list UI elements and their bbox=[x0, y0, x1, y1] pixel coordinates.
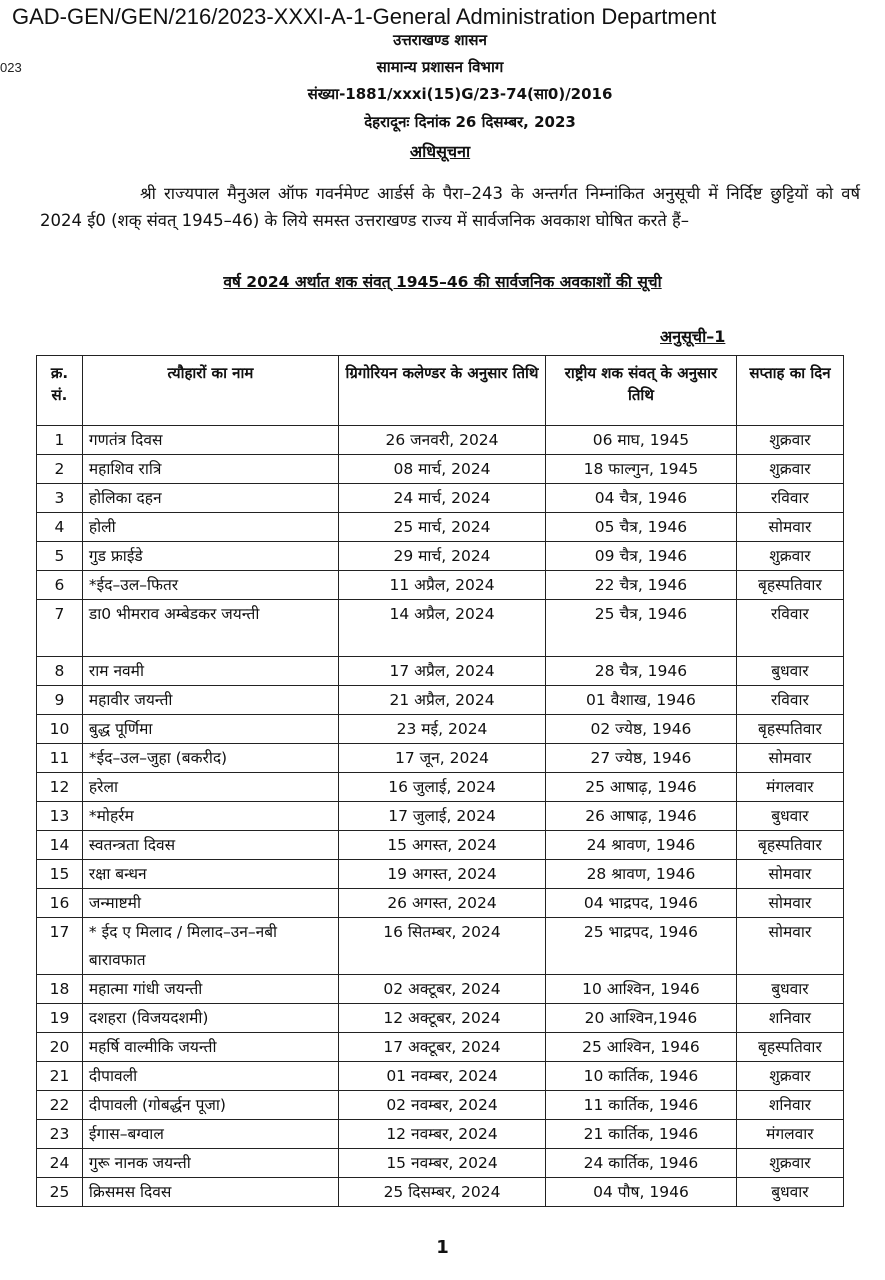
table-row bbox=[37, 1091, 844, 1120]
cell-weekday: रविवार bbox=[736, 686, 843, 715]
cell-shaka-date: 25 चैत्र, 1946 bbox=[546, 600, 737, 657]
cell-festival-name: बुद्ध पूर्णिमा bbox=[82, 715, 338, 744]
table-row bbox=[37, 542, 844, 571]
cell-serial-no: 25 bbox=[37, 1178, 83, 1207]
cell-gregorian-date: 25 मार्च, 2024 bbox=[338, 513, 545, 542]
cell-gregorian-date: 19 अगस्त, 2024 bbox=[338, 860, 545, 889]
cell-festival-name: *ईद–उल–फितर bbox=[82, 571, 338, 600]
cell-gregorian-date: 23 मई, 2024 bbox=[338, 715, 545, 744]
table-row bbox=[37, 744, 844, 773]
cell-serial-no: 21 bbox=[37, 1062, 83, 1091]
table-row bbox=[37, 1033, 844, 1062]
cell-festival-name: महाशिव रात्रि bbox=[82, 455, 338, 484]
cell-shaka-date: 04 चैत्र, 1946 bbox=[546, 484, 737, 513]
cell-serial-no: 15 bbox=[37, 860, 83, 889]
table-row bbox=[37, 513, 844, 542]
table-row bbox=[37, 426, 844, 455]
cell-festival-name: राम नवमी bbox=[82, 657, 338, 686]
cell-festival-name: दीपावली bbox=[82, 1062, 338, 1091]
cell-weekday: सोमवार bbox=[736, 513, 843, 542]
cell-gregorian-date: 02 अक्टूबर, 2024 bbox=[338, 975, 545, 1004]
cell-serial-no: 18 bbox=[37, 975, 83, 1004]
cell-serial-no: 20 bbox=[37, 1033, 83, 1062]
cell-festival-name: हरेला bbox=[82, 773, 338, 802]
cell-weekday: शुक्रवार bbox=[736, 455, 843, 484]
department-title: सामान्य प्रशासन विभाग bbox=[376, 58, 504, 76]
cell-festival-name: *मोहर्रम bbox=[82, 802, 338, 831]
cell-gregorian-date: 17 अप्रैल, 2024 bbox=[338, 657, 545, 686]
cell-weekday: बृहस्पतिवार bbox=[736, 571, 843, 600]
cell-festival-name: रक्षा बन्धन bbox=[82, 860, 338, 889]
place-date: देहरादूनः दिनांक 26 दिसम्बर, 2023 bbox=[364, 113, 576, 131]
cell-gregorian-date: 21 अप्रैल, 2024 bbox=[338, 686, 545, 715]
cell-gregorian-date: 24 मार्च, 2024 bbox=[338, 484, 545, 513]
cell-serial-no: 7 bbox=[37, 600, 83, 657]
cell-shaka-date: 28 चैत्र, 1946 bbox=[546, 657, 737, 686]
cell-serial-no: 24 bbox=[37, 1149, 83, 1178]
cell-weekday: शुक्रवार bbox=[736, 1062, 843, 1091]
cell-shaka-date: 18 फाल्गुन, 1945 bbox=[546, 455, 737, 484]
cell-shaka-date: 04 भाद्रपद, 1946 bbox=[546, 889, 737, 918]
notification-heading: अधिसूचना bbox=[409, 142, 471, 161]
table-row bbox=[37, 860, 844, 889]
edge-fragment-text: 023 bbox=[0, 60, 22, 75]
cell-serial-no: 19 bbox=[37, 1004, 83, 1033]
cell-shaka-date: 25 आश्विन, 1946 bbox=[546, 1033, 737, 1062]
table-row bbox=[37, 889, 844, 918]
cell-shaka-date: 27 ज्येष्ठ, 1946 bbox=[546, 744, 737, 773]
header-weekday: सप्ताह का दिन bbox=[736, 356, 843, 426]
cell-shaka-date: 24 श्रावण, 1946 bbox=[546, 831, 737, 860]
cell-festival-name: स्वतन्त्रता दिवस bbox=[82, 831, 338, 860]
cell-festival-name: होलिका दहन bbox=[82, 484, 338, 513]
header-shaka-date: राष्ट्रीय शक संवत् के अनुसार तिथि bbox=[546, 356, 737, 426]
cell-weekday: सोमवार bbox=[736, 889, 843, 918]
cell-weekday: सोमवार bbox=[736, 860, 843, 889]
cell-festival-name: डा0 भीमराव अम्बेडकर जयन्ती bbox=[82, 600, 338, 657]
cell-weekday: रविवार bbox=[736, 600, 843, 657]
table-row bbox=[37, 686, 844, 715]
cell-festival-name: *ईद–उल–जुहा (बकरीद) bbox=[82, 744, 338, 773]
holiday-table-body bbox=[37, 426, 844, 1207]
table-row bbox=[37, 918, 844, 975]
table-row bbox=[37, 773, 844, 802]
cell-gregorian-date: 01 नवम्बर, 2024 bbox=[338, 1062, 545, 1091]
cell-serial-no: 23 bbox=[37, 1120, 83, 1149]
header-gregorian-date: ग्रिगोरियन कलेण्डर के अनुसार तिथि bbox=[338, 356, 545, 426]
cell-serial-no: 5 bbox=[37, 542, 83, 571]
cell-gregorian-date: 26 अगस्त, 2024 bbox=[338, 889, 545, 918]
cell-festival-name: महात्मा गांधी जयन्ती bbox=[82, 975, 338, 1004]
cell-festival-name: होली bbox=[82, 513, 338, 542]
cell-shaka-date: 10 आश्विन, 1946 bbox=[546, 975, 737, 1004]
cell-shaka-date: 22 चैत्र, 1946 bbox=[546, 571, 737, 600]
cell-weekday: बुधवार bbox=[736, 975, 843, 1004]
cell-festival-name: गुड फ्राईडे bbox=[82, 542, 338, 571]
table-row bbox=[37, 600, 844, 657]
table-row bbox=[37, 1149, 844, 1178]
table-row bbox=[37, 571, 844, 600]
cell-gregorian-date: 16 सितम्बर, 2024 bbox=[338, 918, 545, 975]
document-reference: GAD-GEN/GEN/216/2023-XXXI-A-1-General Administration Department bbox=[12, 4, 717, 29]
cell-serial-no: 6 bbox=[37, 571, 83, 600]
cell-shaka-date: 05 चैत्र, 1946 bbox=[546, 513, 737, 542]
cell-weekday: बुधवार bbox=[736, 802, 843, 831]
cell-serial-no: 9 bbox=[37, 686, 83, 715]
cell-shaka-date: 25 आषाढ़, 1946 bbox=[546, 773, 737, 802]
cell-gregorian-date: 08 मार्च, 2024 bbox=[338, 455, 545, 484]
table-header-row bbox=[37, 356, 844, 426]
cell-shaka-date: 06 माघ, 1945 bbox=[546, 426, 737, 455]
table-row bbox=[37, 831, 844, 860]
cell-serial-no: 17 bbox=[37, 918, 83, 975]
cell-weekday: बृहस्पतिवार bbox=[736, 831, 843, 860]
cell-gregorian-date: 17 जुलाई, 2024 bbox=[338, 802, 545, 831]
cell-serial-no: 8 bbox=[37, 657, 83, 686]
cell-weekday: बुधवार bbox=[736, 1178, 843, 1207]
cell-weekday: सोमवार bbox=[736, 744, 843, 773]
table-row bbox=[37, 484, 844, 513]
cell-shaka-date: 11 कार्तिक, 1946 bbox=[546, 1091, 737, 1120]
cell-weekday: शुक्रवार bbox=[736, 1149, 843, 1178]
cell-gregorian-date: 15 नवम्बर, 2024 bbox=[338, 1149, 545, 1178]
cell-serial-no: 2 bbox=[37, 455, 83, 484]
cell-weekday: शुक्रवार bbox=[736, 426, 843, 455]
cell-shaka-date: 02 ज्येष्ठ, 1946 bbox=[546, 715, 737, 744]
cell-gregorian-date: 12 नवम्बर, 2024 bbox=[338, 1120, 545, 1149]
cell-festival-name: महर्षि वाल्मीकि जयन्ती bbox=[82, 1033, 338, 1062]
cell-gregorian-date: 25 दिसम्बर, 2024 bbox=[338, 1178, 545, 1207]
table-row bbox=[37, 1062, 844, 1091]
cell-serial-no: 16 bbox=[37, 889, 83, 918]
cell-festival-name: ईगास–बग्वाल bbox=[82, 1120, 338, 1149]
cell-shaka-date: 24 कार्तिक, 1946 bbox=[546, 1149, 737, 1178]
cell-serial-no: 1 bbox=[37, 426, 83, 455]
cell-gregorian-date: 26 जनवरी, 2024 bbox=[338, 426, 545, 455]
notification-number: संख्या-1881/xxxi(15)G/23-74(सा0)/2016 bbox=[307, 85, 613, 103]
cell-weekday: शनिवार bbox=[736, 1004, 843, 1033]
cell-shaka-date: 04 पौष, 1946 bbox=[546, 1178, 737, 1207]
cell-serial-no: 11 bbox=[37, 744, 83, 773]
table-row bbox=[37, 1120, 844, 1149]
cell-shaka-date: 21 कार्तिक, 1946 bbox=[546, 1120, 737, 1149]
cell-festival-name: गुरू नानक जयन्ती bbox=[82, 1149, 338, 1178]
cell-gregorian-date: 17 अक्टूबर, 2024 bbox=[338, 1033, 545, 1062]
cell-serial-no: 3 bbox=[37, 484, 83, 513]
table-row bbox=[37, 455, 844, 484]
cell-weekday: शुक्रवार bbox=[736, 542, 843, 571]
cell-weekday: मंगलवार bbox=[736, 1120, 843, 1149]
header-serial-no: क्र. सं. bbox=[37, 356, 83, 426]
cell-serial-no: 13 bbox=[37, 802, 83, 831]
cell-shaka-date: 09 चैत्र, 1946 bbox=[546, 542, 737, 571]
cell-gregorian-date: 14 अप्रैल, 2024 bbox=[338, 600, 545, 657]
cell-weekday: सोमवार bbox=[736, 918, 843, 975]
cell-serial-no: 22 bbox=[37, 1091, 83, 1120]
cell-shaka-date: 26 आषाढ़, 1946 bbox=[546, 802, 737, 831]
schedule-label: अनुसूची–1 bbox=[660, 327, 726, 346]
cell-weekday: मंगलवार bbox=[736, 773, 843, 802]
page-number: 1 bbox=[436, 1237, 449, 1258]
cell-serial-no: 4 bbox=[37, 513, 83, 542]
cell-serial-no: 10 bbox=[37, 715, 83, 744]
cell-serial-no: 12 bbox=[37, 773, 83, 802]
table-row bbox=[37, 975, 844, 1004]
cell-gregorian-date: 17 जून, 2024 bbox=[338, 744, 545, 773]
cell-weekday: बुधवार bbox=[736, 657, 843, 686]
cell-shaka-date: 25 भाद्रपद, 1946 bbox=[546, 918, 737, 975]
cell-gregorian-date: 11 अप्रैल, 2024 bbox=[338, 571, 545, 600]
table-row bbox=[37, 802, 844, 831]
cell-festival-name: जन्माष्टमी bbox=[82, 889, 338, 918]
header-festival-name: त्यौहारों का नाम bbox=[82, 356, 338, 426]
table-row bbox=[37, 1004, 844, 1033]
cell-gregorian-date: 16 जुलाई, 2024 bbox=[338, 773, 545, 802]
cell-gregorian-date: 29 मार्च, 2024 bbox=[338, 542, 545, 571]
cell-weekday: शनिवार bbox=[736, 1091, 843, 1120]
cell-festival-name: गणतंत्र दिवस bbox=[82, 426, 338, 455]
table-row bbox=[37, 657, 844, 686]
cell-shaka-date: 01 वैशाख, 1946 bbox=[546, 686, 737, 715]
cell-gregorian-date: 15 अगस्त, 2024 bbox=[338, 831, 545, 860]
notification-paragraph: श्री राज्यपाल मैनुअल ऑफ गवर्नमेण्ट आर्डर्स के पैरा–243 के अन्तर्गत निम्नांकित अनुसूची में निर्दिष्ट छुट्टियों को वर्ष 2024 ई0 (शक् संवत् 1945–46) के लिये समस्त उत्तराखण्ड राज्य में सार्वजनिक अवकाश घोषित करते हैं– bbox=[40, 184, 860, 230]
cell-gregorian-date: 02 नवम्बर, 2024 bbox=[338, 1091, 545, 1120]
government-title: उत्तराखण्ड शासन bbox=[393, 31, 487, 49]
cell-festival-name: * ईद ए मिलाद / मिलाद–उन–नबी बारावफात bbox=[82, 918, 338, 975]
cell-serial-no: 14 bbox=[37, 831, 83, 860]
cell-shaka-date: 10 कार्तिक, 1946 bbox=[546, 1062, 737, 1091]
cell-shaka-date: 20 आश्विन,1946 bbox=[546, 1004, 737, 1033]
table-row bbox=[37, 1178, 844, 1207]
cell-festival-name: दीपावली (गोबर्द्धन पूजा) bbox=[82, 1091, 338, 1120]
cell-weekday: रविवार bbox=[736, 484, 843, 513]
cell-weekday: बृहस्पतिवार bbox=[736, 1033, 843, 1062]
cell-festival-name: क्रिसमस दिवस bbox=[82, 1178, 338, 1207]
table-row bbox=[37, 715, 844, 744]
holiday-table bbox=[36, 355, 844, 1207]
cell-festival-name: महावीर जयन्ती bbox=[82, 686, 338, 715]
holiday-list-title: वर्ष 2024 अर्थात शक संवत् 1945–46 की सार्वजनिक अवकाशों की सूची bbox=[223, 273, 662, 291]
cell-weekday: बृहस्पतिवार bbox=[736, 715, 843, 744]
cell-gregorian-date: 12 अक्टूबर, 2024 bbox=[338, 1004, 545, 1033]
cell-festival-name: दशहरा (विजयदशमी) bbox=[82, 1004, 338, 1033]
cell-shaka-date: 28 श्रावण, 1946 bbox=[546, 860, 737, 889]
